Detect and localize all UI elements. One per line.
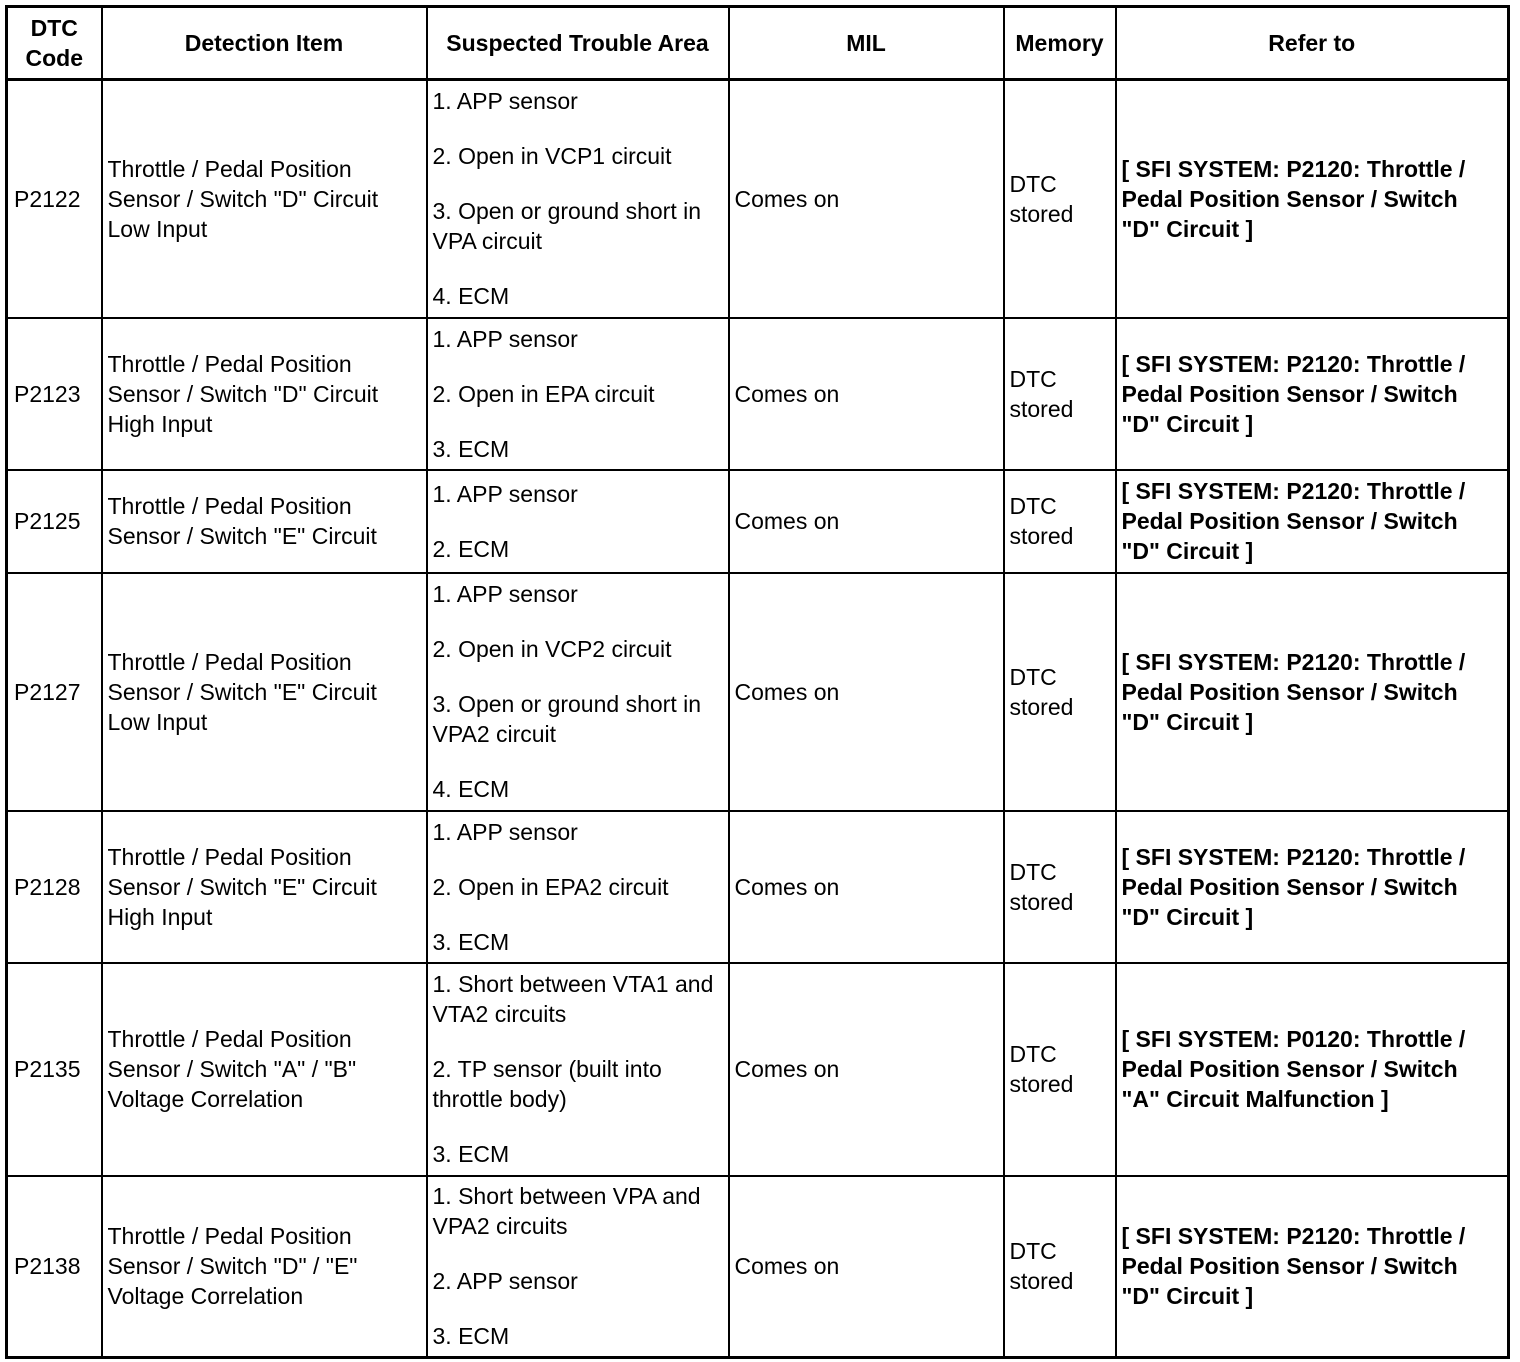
trouble-area-item: 1. APP sensor [432, 325, 578, 352]
detection-item-cell: Throttle / Pedal Position Sensor / Switch "D" Circuit Low Input [102, 80, 427, 318]
refer-to-cell: [ SFI SYSTEM: P2120: Throttle / Pedal Position Sensor / Switch "D" Circuit ] [1116, 80, 1509, 318]
header-suspected-trouble-area: Suspected Trouble Area [427, 7, 729, 80]
mil-cell: Comes on [729, 1176, 1004, 1358]
trouble-area-item: 1. APP sensor [432, 88, 578, 115]
mil-cell: Comes on [729, 318, 1004, 470]
detection-item-cell: Throttle / Pedal Position Sensor / Switch "A" / "B" Voltage Correlation [102, 963, 427, 1176]
trouble-area-item: 2. Open in EPA circuit [432, 380, 655, 407]
trouble-area-item: 3. ECM [432, 928, 510, 955]
trouble-area-item: 3. ECM [432, 1141, 510, 1167]
trouble-area-item: 3. ECM [432, 1323, 510, 1350]
memory-cell: DTC stored [1004, 318, 1116, 470]
header-refer-to: Refer to [1116, 7, 1509, 80]
memory-cell: DTC stored [1004, 1176, 1116, 1358]
dtc-code-cell: P2127 [7, 573, 102, 811]
suspected-trouble-area-cell [427, 963, 729, 1176]
table-row [7, 1176, 1509, 1358]
dtc-code-cell: P2135 [7, 963, 102, 1176]
table-row [7, 573, 1509, 811]
suspected-trouble-area-cell [427, 1176, 729, 1358]
table-row [7, 811, 1509, 963]
suspected-trouble-area-cell [427, 80, 729, 318]
dtc-code-cell: P2122 [7, 80, 102, 318]
table-row [7, 963, 1509, 1176]
header-memory: Memory [1004, 7, 1116, 80]
dtc-code-cell: P2138 [7, 1176, 102, 1358]
memory-cell: DTC stored [1004, 573, 1116, 811]
header-dtc-code: DTC Code [7, 7, 102, 80]
detection-item-cell: Throttle / Pedal Position Sensor / Switch "D" Circuit High Input [102, 318, 427, 470]
table-row [7, 80, 1509, 318]
detection-item-cell: Throttle / Pedal Position Sensor / Switch "E" Circuit Low Input [102, 573, 427, 811]
memory-cell: DTC stored [1004, 80, 1116, 318]
detection-item-cell: Throttle / Pedal Position Sensor / Switch "E" Circuit High Input [102, 811, 427, 963]
dtc-code-cell: P2123 [7, 318, 102, 470]
trouble-area-item: 2. Open in VCP2 circuit [432, 636, 672, 662]
trouble-area-item: 2. APP sensor [432, 1268, 578, 1295]
mil-cell: Comes on [729, 963, 1004, 1176]
suspected-trouble-area-cell [427, 811, 729, 963]
mil-cell: Comes on [729, 470, 1004, 573]
detection-item-cell: Throttle / Pedal Position Sensor / Switch "E" Circuit [102, 470, 427, 573]
refer-to-cell: [ SFI SYSTEM: P0120: Throttle / Pedal Position Sensor / Switch "A" Circuit Malfunction ] [1116, 963, 1509, 1176]
refer-to-cell: [ SFI SYSTEM: P2120: Throttle / Pedal Position Sensor / Switch "D" Circuit ] [1116, 811, 1509, 963]
refer-to-cell: [ SFI SYSTEM: P2120: Throttle / Pedal Position Sensor / Switch "D" Circuit ] [1116, 318, 1509, 470]
header-detection-item: Detection Item [102, 7, 427, 80]
dtc-code-cell: P2125 [7, 470, 102, 573]
detection-item-cell: Throttle / Pedal Position Sensor / Switch "D" / "E" Voltage Correlation [102, 1176, 427, 1358]
table-body [7, 80, 1509, 1358]
header-mil: MIL [729, 7, 1004, 80]
header-row [7, 7, 1509, 80]
memory-cell: DTC stored [1004, 963, 1116, 1176]
trouble-area-item: 3. Open or ground short in VPA circuit [432, 198, 701, 255]
suspected-trouble-area-cell [427, 318, 729, 470]
suspected-trouble-area-cell [427, 470, 729, 573]
table-header [7, 7, 1509, 80]
mil-cell: Comes on [729, 80, 1004, 318]
memory-cell: DTC stored [1004, 811, 1116, 963]
trouble-area-item: 3. ECM [432, 435, 510, 462]
memory-cell: DTC stored [1004, 470, 1116, 573]
trouble-area-item: 2. TP sensor (built into throttle body) [432, 1056, 662, 1112]
refer-to-cell: [ SFI SYSTEM: P2120: Throttle / Pedal Position Sensor / Switch "D" Circuit ] [1116, 470, 1509, 573]
trouble-area-item: 2. Open in EPA2 circuit [432, 873, 669, 900]
dtc-table [5, 5, 1510, 1359]
refer-to-cell: [ SFI SYSTEM: P2120: Throttle / Pedal Position Sensor / Switch "D" Circuit ] [1116, 573, 1509, 811]
table-row [7, 470, 1509, 573]
trouble-area-item: 3. Open or ground short in VPA2 circuit [432, 691, 701, 747]
trouble-area-item: 1. Short between VTA1 and VTA2 circuits [432, 971, 714, 1027]
dtc-code-cell: P2128 [7, 811, 102, 963]
trouble-area-item: 4. ECM [432, 283, 510, 310]
suspected-trouble-area-cell [427, 573, 729, 811]
trouble-area-item: 2. ECM [432, 535, 510, 562]
trouble-area-item: 4. ECM [432, 776, 510, 802]
trouble-area-item: 1. APP sensor [432, 818, 578, 845]
trouble-area-item: 1. Short between VPA and VPA2 circuits [432, 1183, 701, 1240]
refer-to-cell: [ SFI SYSTEM: P2120: Throttle / Pedal Position Sensor / Switch "D" Circuit ] [1116, 1176, 1509, 1358]
trouble-area-item: 1. APP sensor [432, 581, 578, 607]
mil-cell: Comes on [729, 811, 1004, 963]
table-row [7, 318, 1509, 470]
trouble-area-item: 2. Open in VCP1 circuit [432, 143, 672, 170]
trouble-area-item: 1. APP sensor [432, 480, 578, 507]
mil-cell: Comes on [729, 573, 1004, 811]
